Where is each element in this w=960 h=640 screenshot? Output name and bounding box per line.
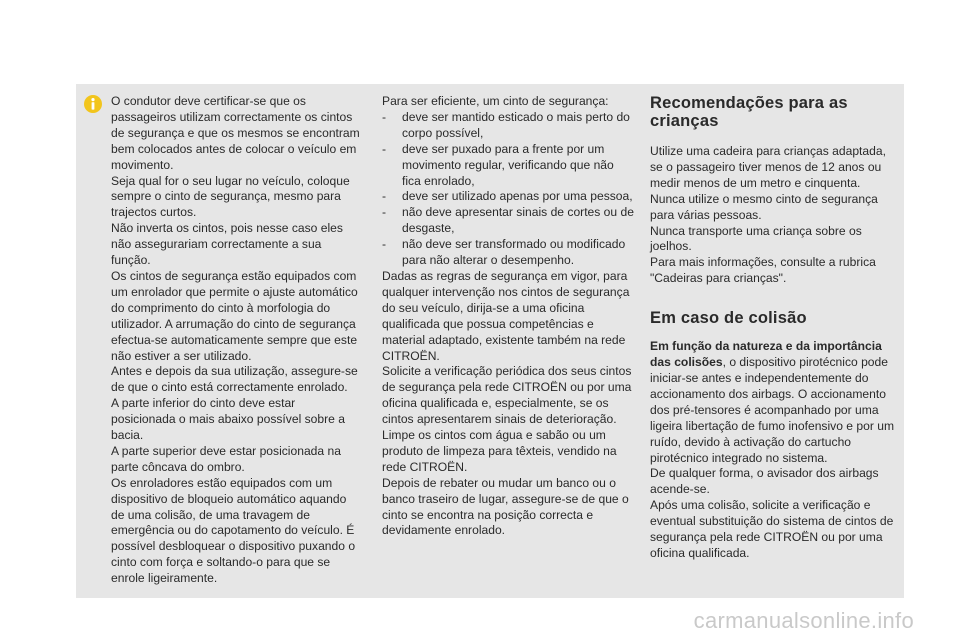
paragraph: De qualquer forma, o avisador dos airbags acende-se. [650, 466, 879, 497]
paragraph: A parte superior deve estar posicionada na parte côncava do ombro. [111, 443, 341, 474]
list-item: - deve ser mantido esticado o mais perto do corpo possível, [382, 110, 634, 142]
paragraph: Os cintos de segurança estão equipados com um enrolador que permite o ajuste automático do comprimento do cinto à morfologia do utilizador. A arrumação do cinto de segurança efectua-se automaticamente sempre que este não estiver a ser utilizado. [111, 268, 358, 363]
paragraph: Seja qual for o seu lugar no veículo, coloque sempre o cinto de segurança, mesmo para trajectos curtos. [111, 173, 350, 220]
list-item: - deve ser utilizado apenas por uma pessoa, [382, 189, 634, 205]
collision-lead-bold: Em função da natureza e da importância das colisões [650, 339, 882, 370]
collision-heading: Em caso de colisão [650, 309, 807, 328]
paragraph: Solicite a verificação periódica dos seus cintos de segurança pela rede CITROËN ou por uma oficina qualificada e, especialmente, se os cintos apresentarem sinais de deterioração. [382, 364, 632, 427]
column-left [111, 94, 361, 587]
list-item: - deve ser puxado para a frente por um movimento regular, verificando que não fica enrolado, [382, 142, 634, 190]
paragraph: Nunca transporte uma criança sobre os joelhos. [650, 223, 862, 254]
paragraph: Nunca utilize o mesmo cinto de segurança para várias pessoas. [650, 191, 878, 222]
list-intro: Para ser eficiente, um cinto de segurança: [382, 94, 609, 108]
paragraph: Os enroladores estão equipados com um dispositivo de bloqueio automático aquando de uma colisão, de uma travagem de emergência ou do capotamento do veículo. É possível desbloquear o dispositivo puxando o cinto com força e soltando-o para que se enrole ligeiramente. [111, 475, 356, 586]
paragraph: Dadas as regras de segurança em vigor, para qualquer intervenção nos cintos de segurança do seu veículo, dirija-se a uma oficina qualificada que possua competências e material adaptado, existente também na rede CITROËN. [382, 268, 630, 363]
paragraph: Não inverta os cintos, pois nesse caso eles não assegurariam correctamente a sua função. [111, 221, 343, 268]
paragraph: O condutor deve certificar-se que os passageiros utilizam correctamente os cintos de segurança e que os mesmos se encontram bem colocados antes de colocar o veículo em movimento. [111, 94, 360, 172]
paragraph: Depois de rebater ou mudar um banco ou o banco traseiro de lugar, assegure-se de que o cinto se encontra na posição correcta e devidamente enrolado. [382, 475, 629, 538]
list-item: - não deve ser transformado ou modificado para não alterar o desempenho. [382, 237, 634, 269]
column-right [650, 94, 898, 562]
paragraph: Após uma colisão, solicite a verificação e eventual substituição do sistema de cintos de segurança pela rede CITROËN ou por uma oficina qualificada. [650, 498, 894, 560]
paragraph: Limpe os cintos com água e sabão ou um produto de limpeza para têxteis, vendido na rede CITROËN. [382, 428, 617, 474]
recommendations-heading: Recomendações para as crianças [650, 94, 848, 130]
collision-lead-rest: , o dispositivo pirotécnico pode iniciar-se antes e independentemente do accionamento dos airbags. O accionamento dos pré-tensores é acompanhado por uma ligeira libertação de fumo inofensivo e por um ruído, devido à activação do cartucho pirotécnico integrado no sistema. [650, 355, 895, 465]
paragraph: Utilize uma cadeira para crianças adaptada, se o passageiro tiver menos de 12 anos ou medir menos de um metro e cinquenta. [650, 144, 886, 190]
watermark: carmanualsonline.info [693, 608, 914, 633]
list-item: - não deve apresentar sinais de cortes ou de desgaste, [382, 205, 634, 237]
paragraph: Para mais informações, consulte a rubrica "Cadeiras para crianças". [650, 255, 876, 286]
column-middle [382, 94, 634, 539]
requirements-list [382, 110, 634, 269]
info-icon [84, 95, 102, 113]
collision-lead [650, 339, 898, 466]
paragraph: A parte inferior do cinto deve estar posicionada o mais abaixo possível sobre a bacia. [111, 396, 345, 443]
paragraph: Antes e depois da sua utilização, assegure-se de que o cinto está correctamente enrolado. [111, 364, 358, 395]
